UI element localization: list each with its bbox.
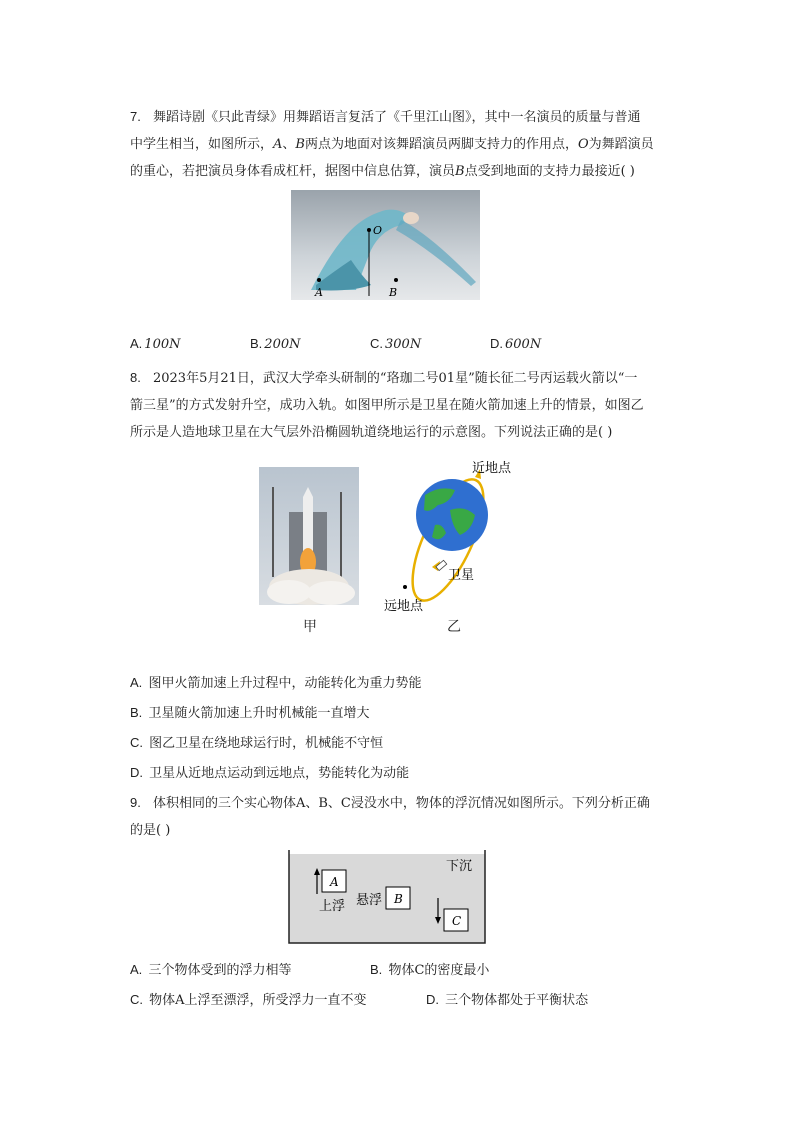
- q7-O: O: [578, 137, 589, 152]
- q8-fig-perigee: 近地点: [472, 461, 512, 476]
- q9-line2: 的是( ): [130, 823, 171, 838]
- q7-line3b: 点受到地面的支持力最接近( ): [464, 164, 635, 179]
- q9-option-c[interactable]: C. 物体A上浮至漂浮，所受浮力一直不变: [130, 992, 367, 1008]
- q7-option-d[interactable]: D. 600N: [490, 336, 542, 352]
- q7-dancer-figure: [291, 190, 480, 300]
- q7-option-c[interactable]: C. 300N: [370, 336, 422, 352]
- q7-line2b: 两点为地面对该舞蹈演员两脚支持力的作用点，: [304, 137, 578, 152]
- q8-fig-satellite: 卫星: [448, 568, 475, 583]
- q7-sep: 、: [282, 137, 296, 152]
- q7-line3a: 的重心，若把演员身体看成杠杆，据图中信息估算，演员: [130, 164, 456, 179]
- q9-buoyancy-figure: [286, 850, 488, 946]
- q9-option-b[interactable]: B. 物体C的密度最小: [370, 962, 490, 978]
- question-7: [130, 103, 670, 185]
- q8-number: 8.: [130, 370, 141, 385]
- q8-line1a: 2023年5月21日，武汉大学牵头研制的“珞珈二号: [152, 371, 439, 386]
- q8-stem: [130, 364, 670, 446]
- q8-caption-right: 乙: [447, 619, 461, 635]
- q9-line1: 体积相同的三个实心物体A、B、C浸没水中，物体的浮沉情况如图所示。下列分析正确: [152, 796, 650, 811]
- q7-number: 7.: [130, 109, 141, 124]
- q7-fig-B: B: [389, 286, 398, 299]
- q7-B: B: [295, 137, 305, 152]
- q8-rocket-photo: [259, 467, 359, 605]
- q7-stem: [130, 103, 670, 185]
- q8-option-d[interactable]: D. 卫星从近地点运动到远地点，势能转化为动能: [130, 765, 410, 781]
- q8-fig-apogee: 远地点: [384, 599, 424, 614]
- q9-stem: [130, 789, 670, 844]
- q8-orbit-diagram: [380, 455, 530, 615]
- q9-option-d[interactable]: D. 三个物体都处于平衡状态: [426, 992, 589, 1008]
- q8-line3: 所示是人造地球卫星在大气层外沿椭圆轨道绕地运行的示意图。下列说法正确的是( ): [130, 425, 613, 440]
- q8-line1b: 01: [438, 371, 456, 386]
- q7-option-a[interactable]: A. 100N: [130, 336, 181, 352]
- q7-fig-O: O: [373, 224, 383, 237]
- q9-label-suspend: 悬浮: [356, 893, 383, 908]
- q9-label-down: 下沉: [446, 859, 473, 874]
- q7-fig-A: A: [315, 286, 323, 299]
- q9-box-b: B: [394, 892, 403, 906]
- q9-label-up: 上浮: [319, 899, 346, 914]
- question-8: [130, 364, 670, 446]
- q9-box-a: A: [330, 875, 339, 889]
- q7-A: A: [273, 137, 283, 152]
- q8-line1c: 星”随长征二号丙运载火箭以“一: [455, 371, 638, 386]
- q8-caption-left: 甲: [303, 619, 317, 635]
- q9-option-a[interactable]: A. 三个物体受到的浮力相等: [130, 962, 292, 978]
- q7-B2: B: [455, 164, 465, 179]
- q7-line2a: 中学生相当，如图所示，: [130, 137, 274, 152]
- q8-line2: 箭三星”的方式发射升空，成功入轨。如图甲所示是卫星在随火箭加速上升的情景，如图乙: [130, 398, 644, 413]
- q7-option-b[interactable]: B. 200N: [250, 336, 301, 352]
- q9-number: 9.: [130, 795, 141, 810]
- question-9: [130, 789, 670, 844]
- q7-line1: 舞蹈诗剧《只此青绿》用舞蹈语言复活了《千里江山图》，其中一名演员的质量与普通: [152, 110, 641, 125]
- q9-box-c: C: [452, 914, 462, 928]
- q8-option-c[interactable]: C. 图乙卫星在绕地球运行时，机械能不守恒: [130, 735, 384, 751]
- q8-option-a[interactable]: A. 图甲火箭加速上升过程中，动能转化为重力势能: [130, 675, 422, 691]
- q7-line2c: 为舞蹈演员: [588, 137, 654, 152]
- q8-option-b[interactable]: B. 卫星随火箭加速上升时机械能一直增大: [130, 705, 370, 721]
